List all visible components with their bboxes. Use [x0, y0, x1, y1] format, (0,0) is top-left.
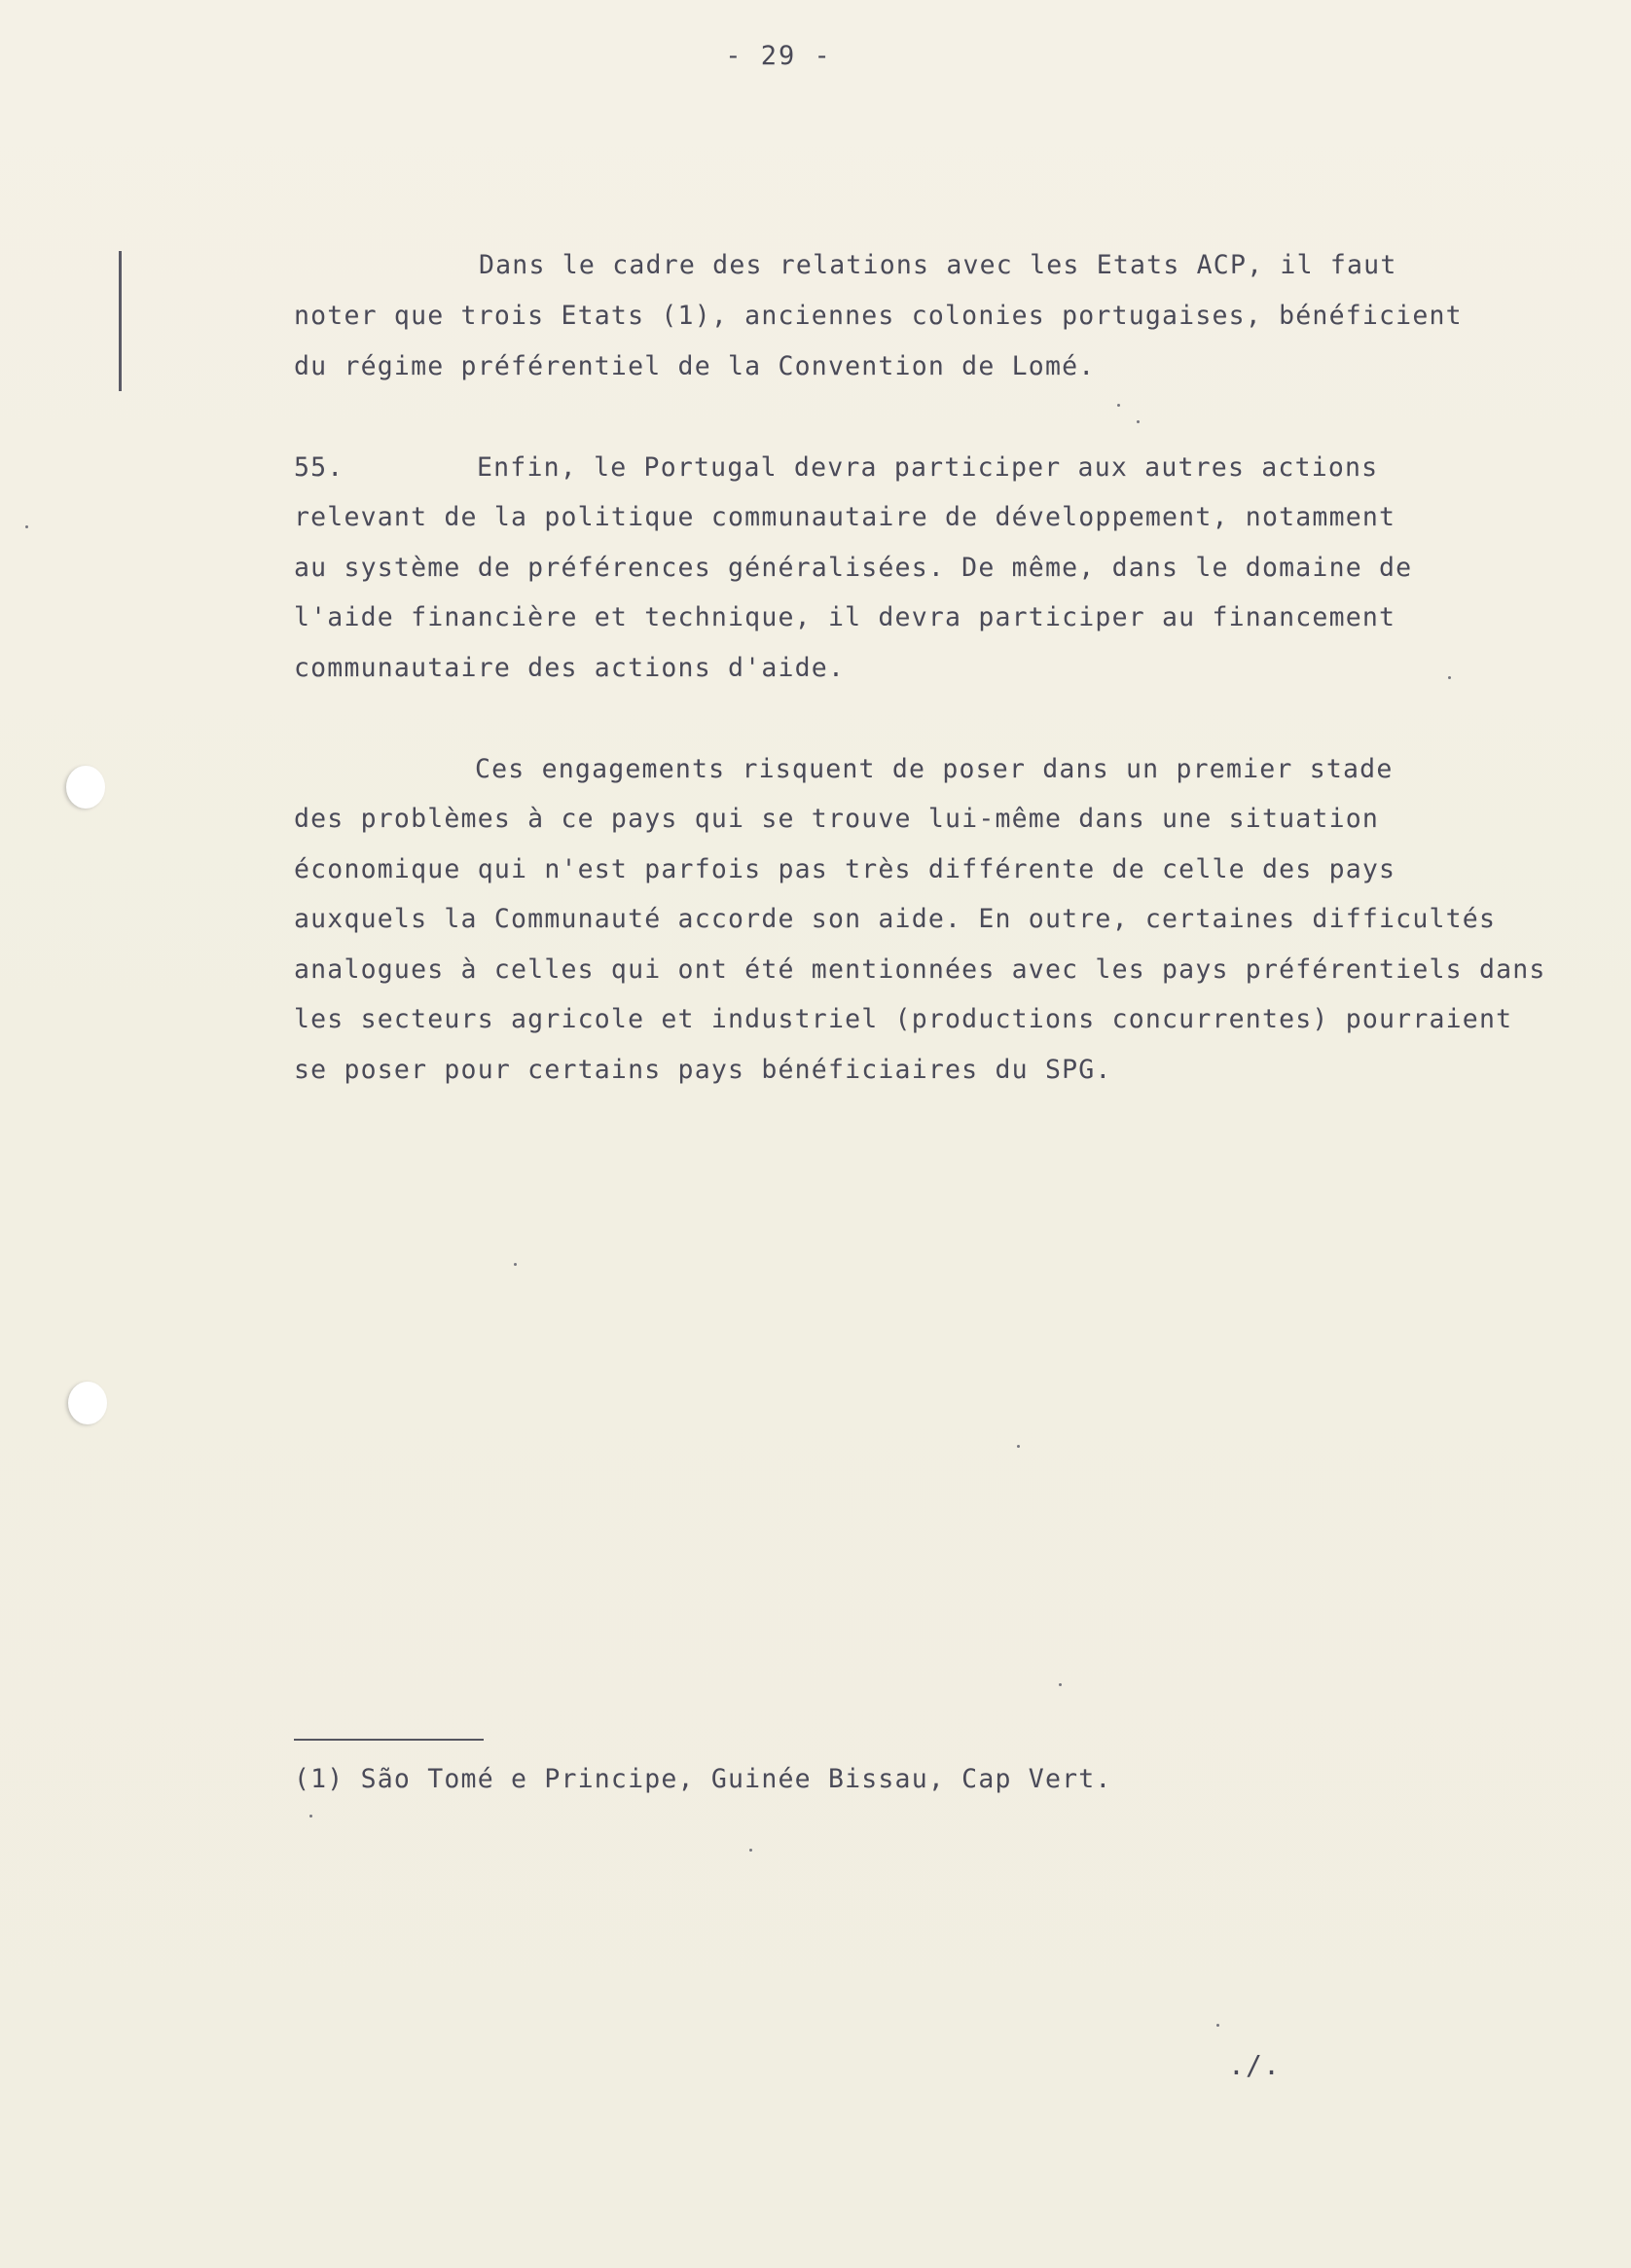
paragraph-55-line: communautaire des actions d'aide.	[294, 653, 846, 683]
scan-speck	[514, 1263, 517, 1266]
paragraph-1-line: Dans le cadre des relations avec les Etats ACP, il faut	[479, 250, 1397, 280]
scan-speck	[1117, 404, 1120, 407]
paragraph-3-line: se poser pour certains pays bénéficiaires du SPG.	[294, 1055, 1112, 1085]
paragraph-55-line: au système de préférences généralisées. De même, dans le domaine de	[294, 553, 1413, 583]
punch-hole	[68, 1382, 107, 1424]
paragraph-55-line: l'aide financière et technique, il devra participer au financement	[294, 602, 1396, 632]
page-number: - 29 -	[725, 41, 832, 71]
scan-speck	[749, 1849, 752, 1852]
paragraph-1-line: du régime préférentiel de la Convention de Lomé.	[294, 351, 1096, 381]
paragraph-3-line: économique qui n'est parfois pas très différente de celle des pays	[294, 854, 1396, 884]
paragraph-55-line: Enfin, le Portugal devra participer aux autres actions	[477, 452, 1379, 483]
punch-hole	[66, 766, 105, 809]
paragraph-3-line: les secteurs agricole et industriel (productions concurrentes) pourraient	[294, 1004, 1513, 1034]
scan-speck	[1059, 1683, 1062, 1686]
paragraph-3-line: auxquels la Communauté accorde son aide. En outre, certaines difficultés	[294, 904, 1497, 934]
scan-speck	[25, 525, 28, 528]
paragraph-3-line: Ces engagements risquent de poser dans un premier stade	[475, 754, 1394, 784]
paragraph-3-line: des problèmes à ce pays qui se trouve lui-même dans une situation	[294, 804, 1380, 834]
scan-speck	[1448, 676, 1451, 679]
footnote-separator	[294, 1739, 484, 1741]
paragraph-number: 55.	[294, 452, 344, 483]
continuation-mark: ./.	[1228, 2049, 1282, 2081]
footnote: (1) São Tomé e Principe, Guinée Bissau, Cap Vert.	[294, 1764, 1112, 1794]
scan-speck	[309, 1815, 312, 1818]
scan-speck	[1017, 1445, 1020, 1448]
paragraph-3-line: analogues à celles qui ont été mentionnées avec les pays préférentiels dans	[294, 954, 1546, 985]
scan-speck	[1137, 420, 1140, 423]
paragraph-55-line: relevant de la politique communautaire de développement, notamment	[294, 502, 1396, 532]
margin-revision-bar	[119, 251, 122, 391]
paragraph-1-line: noter que trois Etats (1), anciennes colonies portugaises, bénéficient	[294, 301, 1463, 331]
scan-speck	[1216, 2024, 1219, 2027]
